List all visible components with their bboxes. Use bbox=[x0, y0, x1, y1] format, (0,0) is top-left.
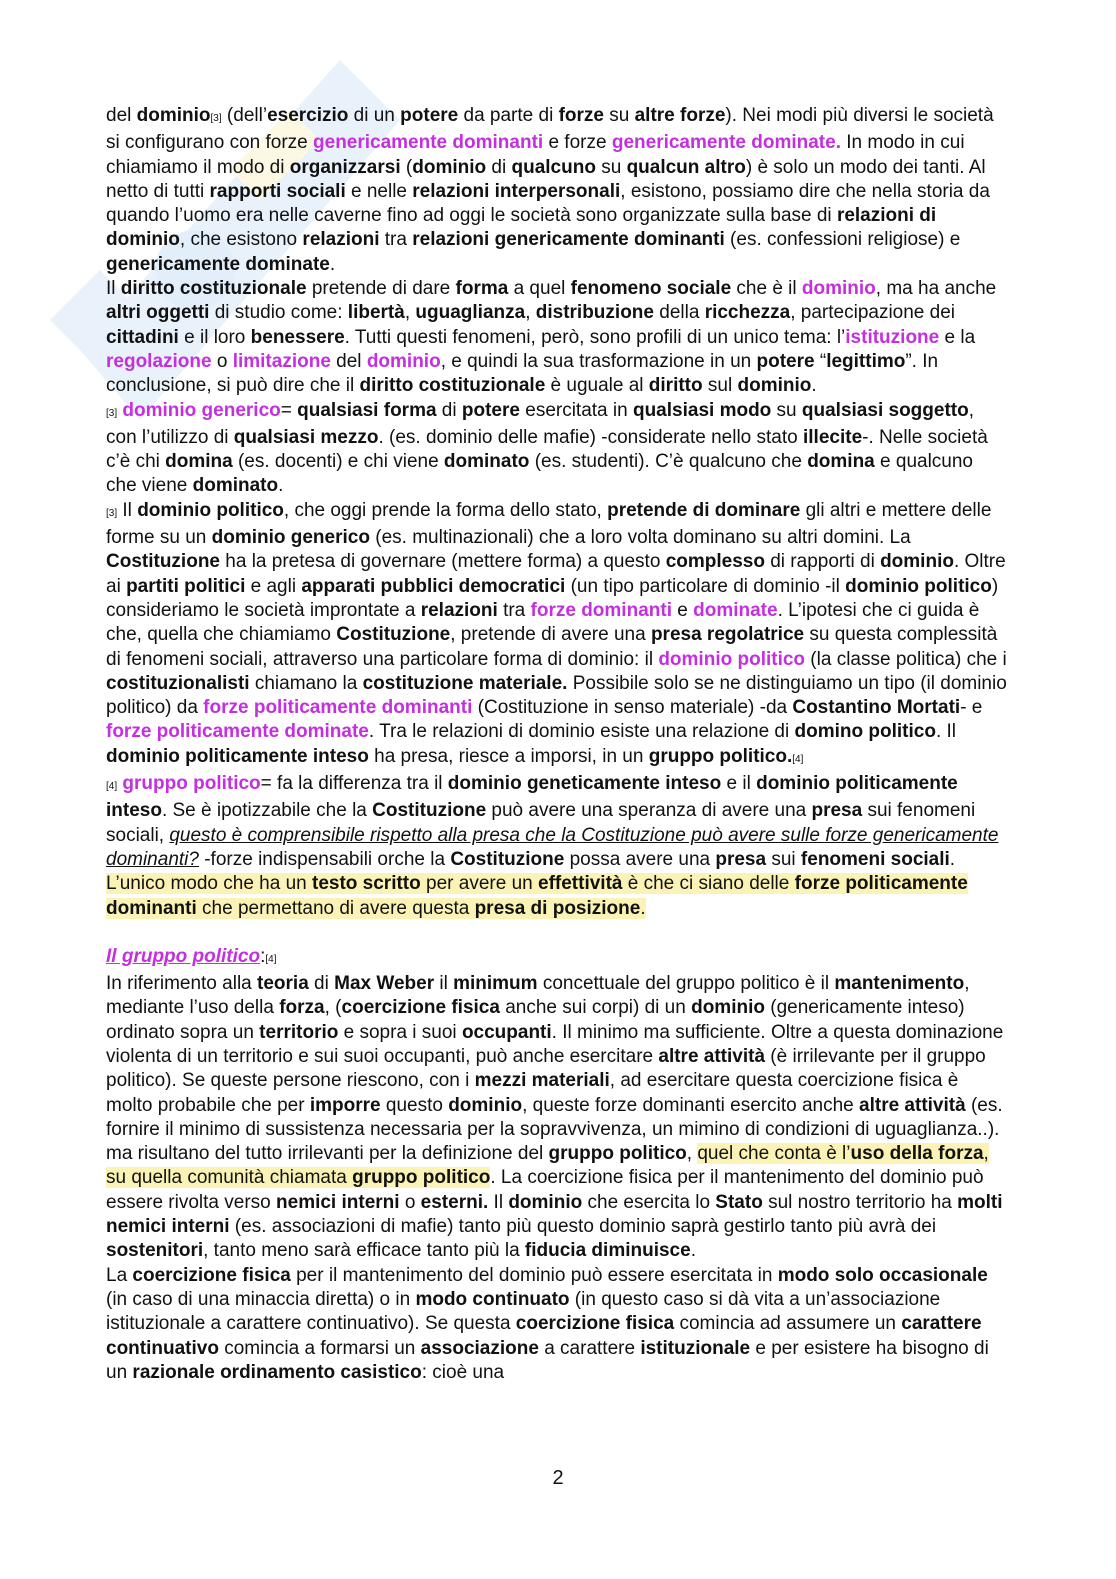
page-number: 2 bbox=[552, 1467, 564, 1489]
paragraph-4: La coercizione fisica per il mantenimento del dominio può essere esercitata in modo solo occasionale (in caso di una minaccia diretta) o in modo continuato (in questo caso si dà vita a un’associazione istituzionale a carattere continuativo). Se questa coercizione fisica comincia ad assumere un carattere continuativo comincia a formarsi un associazione a carattere istituzionale e per esistere ha bisogno di un razionale ordinamento casistico: cioè una bbox=[106, 1264, 989, 1383]
note-dominio-generico: [3] dominio generico= qualsiasi forma di potere esercitata in qualsiasi modo su qualsiasi soggetto, con l’utilizzo di qualsiasi mezzo. (es. dominio delle mafie) -considerate nello stato illecite-. Nelle società c’è chi domina (es. docenti) e chi viene dominato (es. studenti). C’è qualcuno che domina e qualcuno che viene dominato. bbox=[106, 399, 988, 497]
highlight-1: L’unico modo che ha un testo scritto per avere un effettività è che ci siano delle forze politicamente dominanti che permettano di avere questa presa di posizione. bbox=[106, 873, 968, 919]
paragraph-3: In riferimento alla teoria di Max Weber il minimum concettuale del gruppo politico è il mantenimento, mediante l’uso della forza, (coercizione fisica anche sui corpi) di un dominio (genericamente inteso) ordinato sopra un territorio e sopra i suoi occupanti. Il minimo ma sufficiente. Oltre a questa dominazione violenta di un territorio e sui suoi occupanti, può anche esercitare altre attività (è irrilevante per il gruppo politico). Se queste persone riescono, con i mezzi materiali, ad esercitare questa coercizione fisica è molto probabile che per imporre questo dominio, queste forze dominanti esercito anche altre attività (es. fornire il minimo di sussistenza necessaria per la sopravvivenza, un mimino di condizioni di uguaglianza..). ma risultano del tutto irrilevanti per la definizione del gruppo politico, quel che conta è l’uso della forza, su quella comunità chiamata gruppo politico. La coercizione fisica per il mantenimento del dominio può essere rivolta verso nemici interni o esterni. Il dominio che esercita lo Stato sul nostro territorio ha molti nemici interni (es. associazioni di mafie) tanto più questo dominio saprà gestirlo tanto più avrà dei sostenitori, tanto meno sarà efficace tanto più la fiducia diminuisce. bbox=[106, 973, 1004, 1262]
paragraph-1: del dominio[3] (dell’esercizio di un potere da parte di forze su altre forze). Nei modi più diversi le società si configurano con forze genericamente dominanti e forze genericamente dominate. In modo in cui chiamiamo il modo di organizzarsi (dominio di qualcuno su qualcun altro) è solo un modo dei tanti. Al netto di tutti rapporti sociali e nelle relazioni interpersonali, esistono, possiamo dire che nella storia da quando l’uomo era nelle caverne fino ad oggi le società sono organizzate sulla base di relazioni di dominio, che esistono relazioni tra relazioni genericamente dominanti (es. confessioni religiose) e genericamente dominate. bbox=[106, 105, 994, 275]
paragraph-2: Il diritto costituzionale pretende di dare forma a quel fenomeno sociale che è il dominio, ma ha anche altri oggetti di studio come: libertà, uguaglianza, distribuzione della ricchezza, partecipazione dei cittadini e il loro benessere. Tutti questi fenomeni, però, sono profili di un unico tema: l’istituzione e la regolazione o limitazione del dominio, e quindi la sua trasformazione in un potere “legittimo”. In conclusione, si può dire che il diritto costituzionale è uguale al diritto sul dominio. bbox=[106, 278, 997, 397]
document-body bbox=[106, 104, 1008, 1385]
highlight-2: quel che conta è l’uso della forza, su quella comunità chiamata gruppo politico bbox=[106, 1143, 989, 1189]
section-heading: Il gruppo politico:[4] bbox=[106, 945, 277, 967]
note-dominio-politico: [3] Il dominio politico, che oggi prende la forma dello stato, pretende di dominare gli altri e mettere delle forme su un dominio generico (es. multinazionali) che a loro volta dominano su altri domini. La Costituzione ha la pretesa di governare (mettere forma) a questo complesso di rapporti di dominio. Oltre ai partiti politici e agli apparati pubblici democratici (un tipo particolare di dominio -il dominio politico) consideriamo le società improntate a relazioni tra forze dominanti e dominate. L’ipotesi che ci guida è che, quella che chiamiamo Costituzione, pretende di avere una presa regolatrice su questa complessità di fenomeni sociali, attraverso una particolare forma di dominio: il dominio politico (la classe politica) che i costituzionalisti chiamano la costituzione materiale. Possibile solo se ne distinguiamo un tipo (il dominio politico) da forze politicamente dominanti (Costituzione in senso materiale) -da Costantino Mortati- e forze politicamente dominate. Tra le relazioni di dominio esiste una relazione di domino politico. Il dominio politicamente inteso ha presa, riesce a imporsi, in un gruppo politico.[4] bbox=[106, 499, 1007, 767]
underlined-question: questo è comprensibile rispetto alla presa che la Costituzione può avere sulle forze genericamente dominanti? bbox=[106, 824, 999, 870]
note-gruppo-politico: [4] gruppo politico= fa la differenza tra il dominio geneticamente inteso e il dominio politicamente inteso. Se è ipotizzabile che la Costituzione può avere una speranza di avere una presa sui fenomeni sociali, questo è comprensibile rispetto alla presa che la Costituzione può avere sulle forze genericamente dominanti? -forze indispensabili orche la Costituzione possa avere una presa sui fenomeni sociali. L’unico modo che ha un testo scritto per avere un effettività è che ci siano delle forze politicamente dominanti che permettano di avere questa presa di posizione. bbox=[106, 773, 999, 919]
